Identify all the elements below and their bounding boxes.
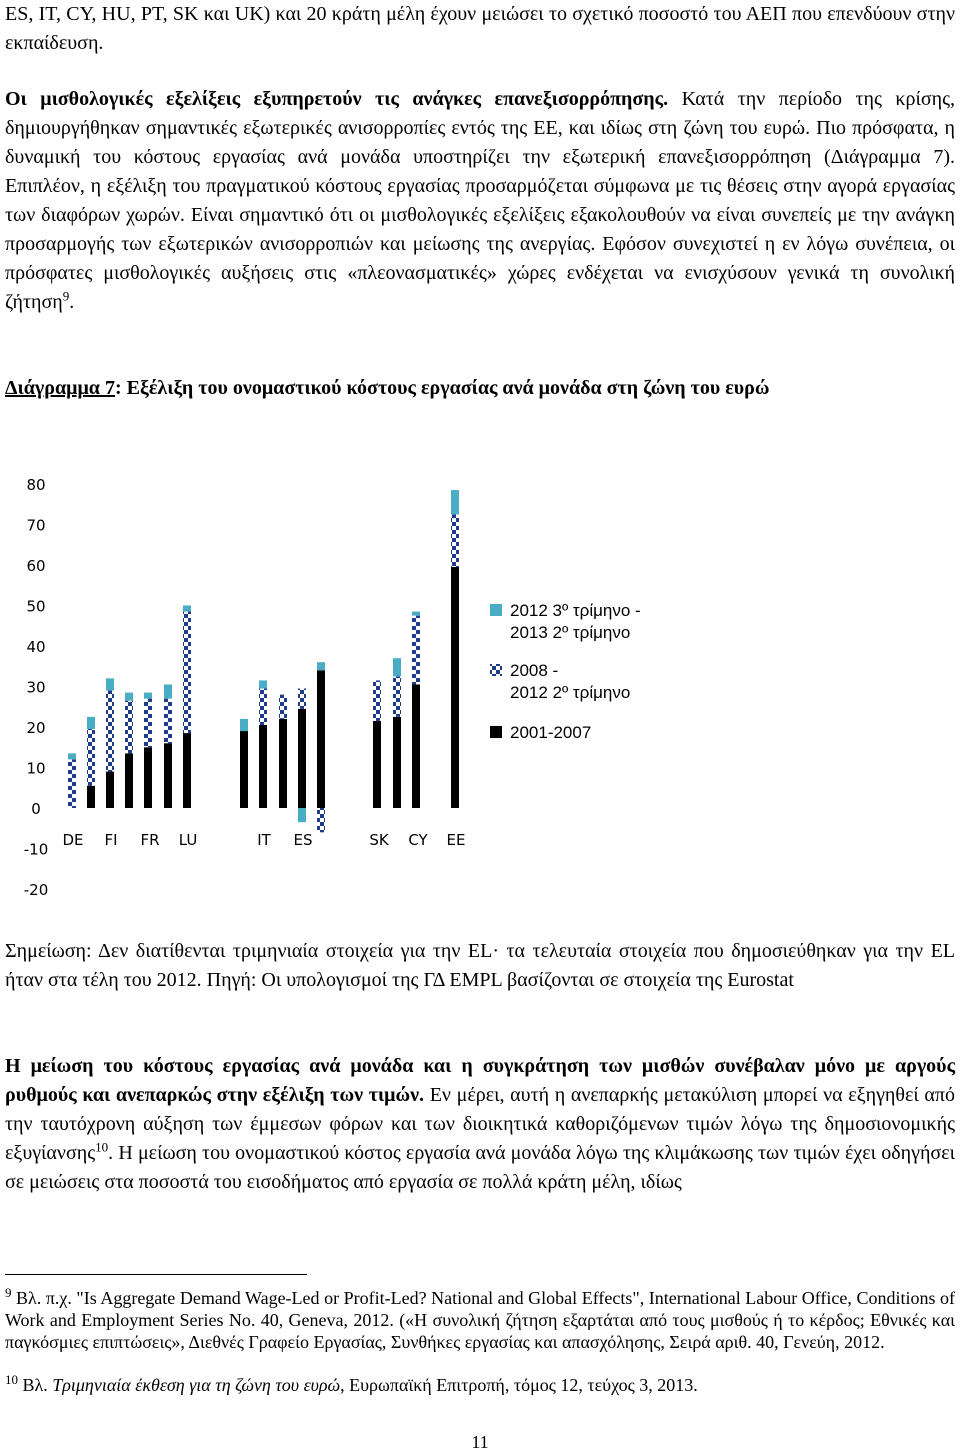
bar-segment-s2008 (106, 691, 114, 772)
chart-note-text: Σημείωση: Δεν διατίθενται τριμηνιαία στοιχεία για την EL· τα τελευταία στοιχεία που δημοσιεύθηκαν για την EL ήταν στα τέλη του 2012. Πηγή: Οι υπολογισμοί της ΓΔ EMPL βασίζονται σε στοιχεία της Eurostat (5, 940, 955, 991)
bar-segment-s2001 (164, 743, 172, 808)
y-tick-label: 50 (26, 597, 46, 616)
footnote-10-title: Τριμηνιαία έκθεση για τη ζώνη του ευρώ (52, 1375, 341, 1395)
paragraph-intro-text: ES, IT, CY, HU, PT, SK και UK) και 20 κράτη μέλη έχουν μειώσει το σχετικό ποσοστό του ΑΕΠ που επενδύουν στην εκπαίδευση. (5, 3, 955, 54)
bar-segment-s2001 (106, 772, 114, 808)
legend-swatch (490, 604, 502, 616)
ulc-chart (0, 462, 960, 922)
paragraph-wage-developments-end: . (69, 291, 75, 313)
bar-segment-s2001 (87, 786, 95, 808)
chart-caption (5, 374, 955, 403)
bar-segment-s2008 (412, 616, 420, 685)
bar-segment-s2012 (317, 662, 325, 670)
y-tick-label: 70 (26, 516, 46, 535)
bar-segment-s2008 (373, 680, 381, 721)
bar-segment-s2012 (106, 678, 114, 690)
bar-segment-s2001 (412, 684, 420, 808)
paragraph-ulc-prices-end: . Η μείωση του ονομαστικού κόστος εργασία ανά μονάδα λόγω της κλιμάκωσης των τιμών έχει οδηγήσει σε μειώσεις στα ποσοστά του εισοδήματος από εργασία σε πολλά κράτη μέλη, ιδίως (5, 1142, 955, 1193)
bar-segment-s2012 (412, 612, 420, 616)
paragraph-wage-developments-lead: Οι μισθολογικές εξελίξεις εξυπηρετούν τις ανάγκες επανεξισορρόπησης. (5, 88, 669, 110)
footnote-9 (5, 1287, 955, 1353)
bar-segment-s2012 (125, 693, 133, 701)
bar-segment-s2008 (68, 759, 76, 808)
footnote-10-text-a: Βλ. (18, 1375, 53, 1395)
bar-segment-s2008 (125, 701, 133, 754)
bar-segment-s2001 (279, 719, 287, 808)
legend-label: 2001-2007 (510, 723, 592, 742)
y-tick-label: 0 (31, 800, 41, 818)
bar-segment-s2008 (87, 729, 95, 786)
x-category-label: LU (178, 831, 198, 849)
bar-segment-s2008 (317, 808, 325, 832)
bar-segment-s2008 (164, 699, 172, 744)
legend-swatch (490, 726, 502, 738)
x-category-label: FI (104, 831, 118, 849)
bar-segment-s2001 (451, 567, 459, 808)
footnote-ref-9: 9 (62, 288, 70, 304)
paragraph-wage-developments-text: Κατά την περίοδο της κρίσης, δημιουργήθηκαν σημαντικές εξωτερικές ανισορροπίες εντός της ΕΕ, και ιδίως στη ζώνη του ευρώ. Πιο πρόσφατα, η δυναμική του κόστους εργασίας ανά μονάδα υποστηρίζει την εξωτερική επανεξισορρόπηση (Διάγραμμα 7). Επιπλέον, η εξέλιξη του πραγματικού κόστους εργασίας προσαρμόζεται σύμφωνα με τις θέσεις στην αγορά εργασίας των διαφόρων χωρών. Είναι σημαντικό ότι οι μισθολογικές εξελίξεις εξακολουθούν να είναι συνεπείς με την ανάγκη προσαρμογής των εξωτερικών ανισορροπιών και μείωσης της ανεργίας. Εφόσον συνεχιστεί η εν λόγω συνέπεια, οι πρόσφατες μισθολογικές αυξήσεις στις «πλεονασματικές» χώρες ενδέχεται να ενισχύσουν γενικά τη συνολική ζήτηση (5, 88, 955, 313)
x-category-label: ES (293, 831, 313, 849)
paragraph-ulc-prices-text: Εν μέρει, αυτή η ανεπαρκής μετακύλιση μπορεί να εξηγηθεί από την ταυτόχρονη αύξηση των έμμεσων φόρων και των διοικητικά καθοριζόμενων τιμών λόγω της δημοσιονομικής εξυγίανσης (5, 1084, 955, 1164)
bar-segment-s2001 (183, 733, 191, 808)
paragraph-intro (5, 0, 955, 58)
bar-segment-s2008 (183, 612, 191, 734)
paragraph-ulc-prices-lead: Η μείωση του κόστους εργασίας ανά μονάδα και η συγκράτηση των μισθών συνέβαλαν μόνο με αργούς ρυθμούς και ανεπαρκώς στην εξέλιξη των τιμών. (5, 1055, 955, 1106)
bar-segment-s2001 (240, 731, 248, 808)
chart-caption-number: Διάγραμμα 7 (5, 377, 115, 399)
bar-segment-s2012 (393, 658, 401, 676)
x-category-label: FR (140, 831, 160, 849)
footnote-9-number: 9 (5, 1285, 12, 1300)
bar-segment-s2012 (68, 753, 76, 759)
footnote-9-text: Βλ. π.χ. "Is Aggregate Demand Wage-Led or Profit-Led? National and Global Effects", International Labour Office, Conditions of Work and Employment Series No. 40, Geneva, 2012. («Η συνολική ζήτηση εξαρτάται από τους μισθούς ή το κέρδος; Εθνικές και παγκόσμιες επιπτώσεις», Διεθνές Γραφείο Εργασίας, Συνθήκες εργασίας και απασχόλησης, Σειρά αριθ. 40, Γενεύη, 2012. (5, 1288, 955, 1352)
bar-segment-s2001 (259, 725, 267, 808)
bar-segment-s2012 (87, 717, 95, 729)
bar-segment-s2001 (317, 670, 325, 808)
bar-segment-s2012 (259, 680, 267, 688)
bar-segment-s2012 (240, 719, 248, 731)
x-category-label: SK (369, 831, 389, 849)
bar-segment-s2001 (125, 753, 133, 808)
chart-caption-title: : Εξέλιξη του ονομαστικού κόστους εργασίας ανά μονάδα στη ζώνη του ευρώ (114, 377, 770, 399)
bar-segment-s2012 (164, 684, 172, 698)
bar-segment-s2008 (451, 514, 459, 567)
bar-segment-s2012 (144, 693, 152, 699)
x-category-label: IT (257, 831, 271, 849)
y-tick-label: 60 (26, 557, 46, 575)
x-category-label: EE (446, 831, 466, 849)
legend-label: 2012 3º τρίμηνο -2013 2º τρίμηνο (510, 601, 641, 642)
y-tick-label: -20 (23, 881, 49, 899)
bar-segment-s2008 (144, 699, 152, 748)
bar-segment-s2012 (451, 490, 459, 514)
paragraph-wage-developments (5, 85, 955, 317)
bar-segment-s2012 (298, 808, 306, 822)
legend-label: 2008 -2012 2º τρίμηνο (510, 661, 631, 702)
bar-segment-s2001 (144, 747, 152, 808)
footnote-10-number: 10 (5, 1372, 18, 1387)
footnote-separator (5, 1274, 307, 1275)
page-number: 11 (471, 1432, 489, 1452)
bar-segment-s2012 (183, 606, 191, 612)
footnote-10 (5, 1374, 955, 1396)
legend-swatch (490, 664, 502, 676)
bar-segment-s2001 (298, 709, 306, 808)
paragraph-ulc-prices (5, 1052, 955, 1197)
y-tick-label: 20 (26, 719, 46, 737)
chart-note (5, 937, 955, 995)
bar-segment-s2001 (373, 721, 381, 808)
bar-segment-s2008 (259, 689, 267, 725)
footnote-ref-10: 10 (95, 1139, 109, 1155)
y-tick-label: -10 (23, 840, 49, 859)
y-tick-label: 40 (26, 638, 46, 656)
y-tick-label: 10 (26, 759, 46, 778)
bar-segment-s2008 (298, 689, 306, 709)
bar-segment-s2008 (393, 676, 401, 717)
footnote-10-text-b: , Ευρωπαϊκή Επιτροπή, τόμος 12, τεύχος 3, 2013. (340, 1375, 698, 1395)
y-tick-label: 30 (26, 678, 46, 697)
bar-segment-s2008 (279, 695, 287, 719)
x-category-label: DE (62, 831, 84, 849)
y-tick-label: 80 (26, 476, 46, 494)
bar-segment-s2001 (393, 717, 401, 808)
x-category-label: CY (408, 831, 428, 849)
